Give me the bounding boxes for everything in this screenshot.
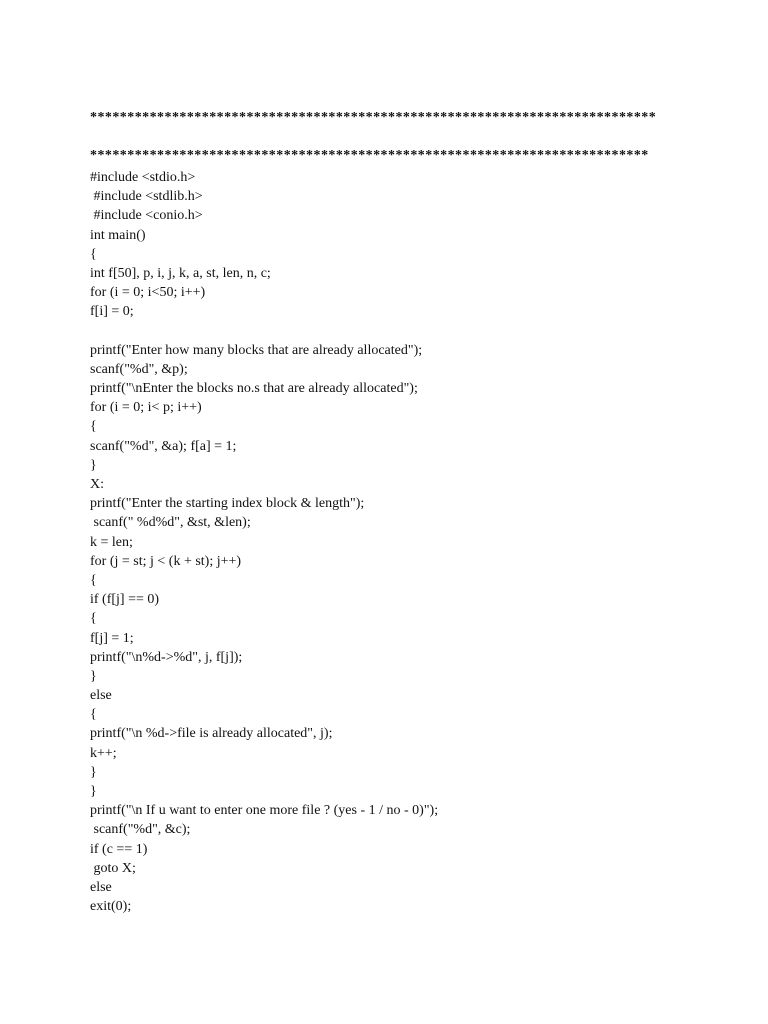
code-line: }: [90, 764, 97, 780]
code-line: k = len;: [90, 534, 133, 550]
code-line: else: [90, 688, 112, 704]
code-line: scanf("%d", &c);: [90, 822, 191, 838]
code-line: }: [90, 784, 97, 799]
code-line: }: [90, 457, 97, 473]
code-line: printf("Enter how many blocks that are already allocated");: [90, 342, 423, 358]
separator-line-top: ****************************************************************************: [90, 110, 657, 125]
code-line: #include <stdio.h>: [90, 170, 196, 185]
code-line: {: [90, 419, 97, 435]
code-line: {: [90, 611, 97, 627]
code-line: scanf("%d", &p);: [90, 361, 188, 377]
code-line: #include <conio.h>: [90, 208, 203, 224]
code-line: }: [90, 668, 97, 684]
code-label-line: X:: [90, 477, 104, 492]
code-line: {: [90, 707, 97, 723]
code-line: else: [90, 879, 112, 895]
code-line: printf("\n If u want to enter one more file ? (yes - 1 / no - 0)");: [90, 803, 439, 819]
code-line: for (j = st; j < (k + st); j++): [90, 553, 242, 569]
code-line: if (f[j] == 0): [90, 592, 160, 608]
code-line: int main(): [90, 227, 146, 243]
code-line: {: [90, 246, 97, 262]
code-line: printf("\n %d->file is already allocated", j);: [90, 726, 333, 742]
code-line: for (i = 0; i< p; i++): [90, 400, 202, 416]
separator-line-bottom: ***************************************************************************: [90, 148, 649, 163]
code-line: #include <stdlib.h>: [90, 189, 203, 205]
code-line: printf("\nEnter the blocks no.s that are already allocated");: [90, 381, 418, 397]
code-line: {: [90, 572, 97, 588]
code-line: scanf("%d", &a); f[a] = 1;: [90, 438, 237, 454]
code-line-blank: [90, 322, 438, 341]
code-line: int f[50], p, i, j, k, a, st, len, n, c;: [90, 265, 271, 281]
code-block: [90, 168, 438, 916]
code-line: f[j] = 1;: [90, 630, 134, 646]
code-line: f[i] = 0;: [90, 304, 134, 320]
code-line: printf("Enter the starting index block & length");: [90, 496, 365, 512]
code-line: printf("\n%d->%d", j, f[j]);: [90, 649, 243, 665]
code-line: scanf(" %d%d", &st, &len);: [90, 515, 251, 531]
code-line: if (c == 1): [90, 841, 148, 857]
code-line: goto X;: [90, 860, 136, 876]
code-line: for (i = 0; i<50; i++): [90, 285, 206, 301]
code-line: k++;: [90, 745, 117, 761]
code-line: exit(0);: [90, 899, 132, 915]
